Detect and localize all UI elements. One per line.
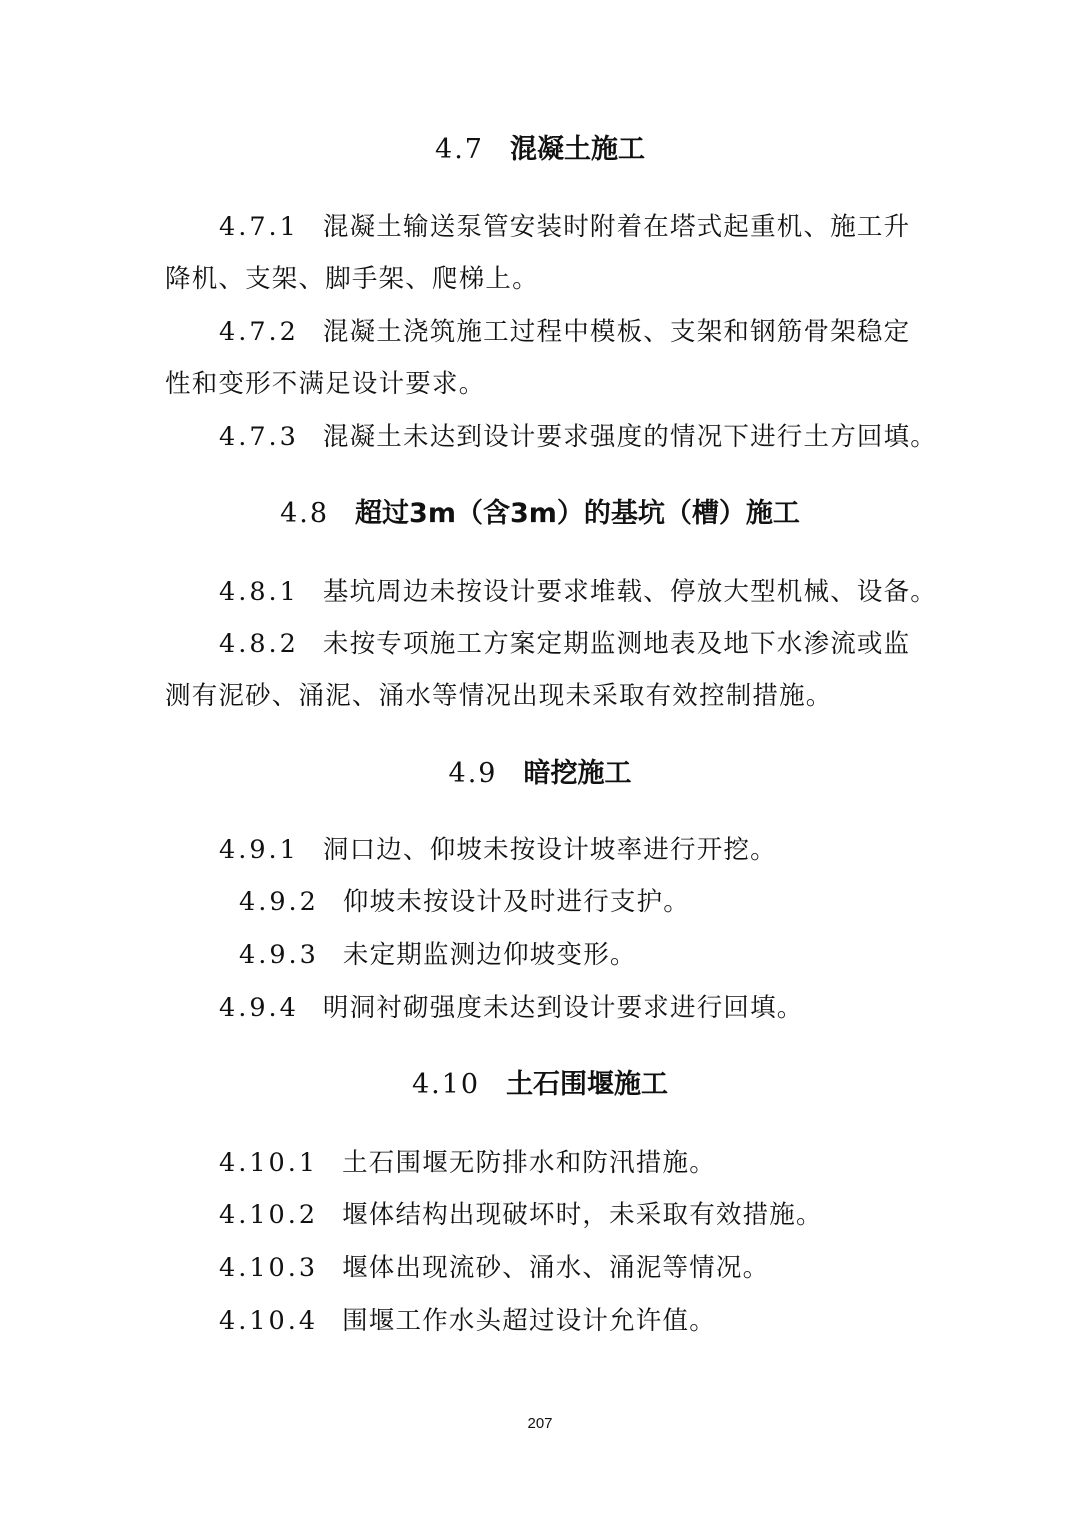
item-number: 4.8.1 <box>219 577 299 607</box>
item-text: 洞口边、仰坡未按设计坡率进行开挖。 <box>322 835 777 865</box>
paragraph-line: 性和变形不满足设计要求。 <box>165 369 486 399</box>
item-text: 混凝土输送泵管安装时附着在塔式起重机、施工升 <box>322 212 911 242</box>
paragraph-line <box>165 982 925 1034</box>
item-text: 堰体结构出现破坏时，未采取有效措施。 <box>342 1200 823 1230</box>
paragraph-4-9-3 <box>165 929 925 981</box>
section-title: 土石围堰施工 <box>506 1069 669 1100</box>
paragraph-line <box>165 876 925 928</box>
item-number: 4.7.3 <box>219 422 299 452</box>
paragraph-line <box>165 1189 925 1241</box>
paragraph-line <box>165 618 925 670</box>
paragraph-line <box>165 1137 925 1189</box>
item-number: 4.7.1 <box>219 212 299 242</box>
item-text: 未按专项施工方案定期监测地表及地下水渗流或监 <box>322 629 911 659</box>
item-number: 4.10.1 <box>219 1148 319 1178</box>
item-number: 4.9.4 <box>219 993 299 1023</box>
paragraph-4-7-3 <box>165 411 937 463</box>
paragraph-line: 测有泥砂、涌泥、涌水等情况出现未采取有效控制措施。 <box>165 681 833 711</box>
section-title: 超过3m（含3m）的基坑（槽）施工 <box>355 498 800 529</box>
paragraph-line <box>165 566 937 618</box>
item-text: 混凝土浇筑施工过程中模板、支架和钢筋骨架稳定 <box>322 317 911 347</box>
paragraph-line <box>165 201 925 253</box>
paragraph-line <box>165 929 925 981</box>
paragraph-4-9-2 <box>165 876 925 928</box>
item-text: 明洞衬砌强度未达到设计要求进行回填。 <box>322 993 804 1023</box>
paragraph-line: 降机、支架、脚手架、爬梯上。 <box>165 264 539 294</box>
item-number: 4.9.3 <box>239 940 319 970</box>
paragraph-line <box>165 306 925 358</box>
item-text: 未定期监测边仰坡变形。 <box>342 940 637 970</box>
section-number: 4.8 <box>280 498 330 529</box>
paragraph-line <box>165 1242 925 1294</box>
paragraph-4-8-1 <box>165 566 937 618</box>
paragraph-4-10-4 <box>165 1295 925 1347</box>
section-title: 混凝土施工 <box>509 134 645 165</box>
item-number: 4.10.4 <box>219 1306 319 1336</box>
item-number: 4.9.1 <box>219 835 299 865</box>
item-text: 土石围堰无防排水和防汛措施。 <box>342 1148 716 1178</box>
paragraph-4-8-2 <box>165 618 925 722</box>
section-heading-4-8 <box>0 494 1080 534</box>
item-text: 混凝土未达到设计要求强度的情况下进行土方回填。 <box>322 422 937 452</box>
item-number: 4.10.3 <box>219 1253 319 1283</box>
paragraph-4-7-2 <box>165 306 925 410</box>
paragraph-line <box>165 1295 925 1347</box>
paragraph-4-10-2 <box>165 1189 925 1241</box>
item-text: 仰坡未按设计及时进行支护。 <box>342 887 690 917</box>
item-number: 4.9.2 <box>239 887 319 917</box>
paragraph-line <box>165 411 937 463</box>
paragraph-line <box>165 824 925 876</box>
section-number: 4.10 <box>411 1069 481 1100</box>
section-number: 4.7 <box>435 134 484 165</box>
paragraph-4-7-1 <box>165 201 925 305</box>
section-heading-4-10 <box>0 1065 1080 1105</box>
section-number: 4.9 <box>448 758 498 789</box>
section-heading-4-9 <box>0 754 1080 794</box>
page-number: 207 <box>527 1415 553 1432</box>
item-text: 堰体出现流砂、涌水、涌泥等情况。 <box>342 1253 770 1283</box>
section-title: 暗挖施工 <box>523 758 632 789</box>
section-heading-4-7 <box>0 130 1080 170</box>
paragraph-4-9-4 <box>165 982 925 1034</box>
item-number: 4.8.2 <box>219 629 299 659</box>
item-number: 4.10.2 <box>219 1200 319 1230</box>
paragraph-4-10-3 <box>165 1242 925 1294</box>
item-text: 围堰工作水头超过设计允许值。 <box>342 1306 716 1336</box>
paragraph-4-9-1 <box>165 824 925 876</box>
item-text: 基坑周边未按设计要求堆载、停放大型机械、设备。 <box>322 577 937 607</box>
paragraph-4-10-1 <box>165 1137 925 1189</box>
item-number: 4.7.2 <box>219 317 299 347</box>
